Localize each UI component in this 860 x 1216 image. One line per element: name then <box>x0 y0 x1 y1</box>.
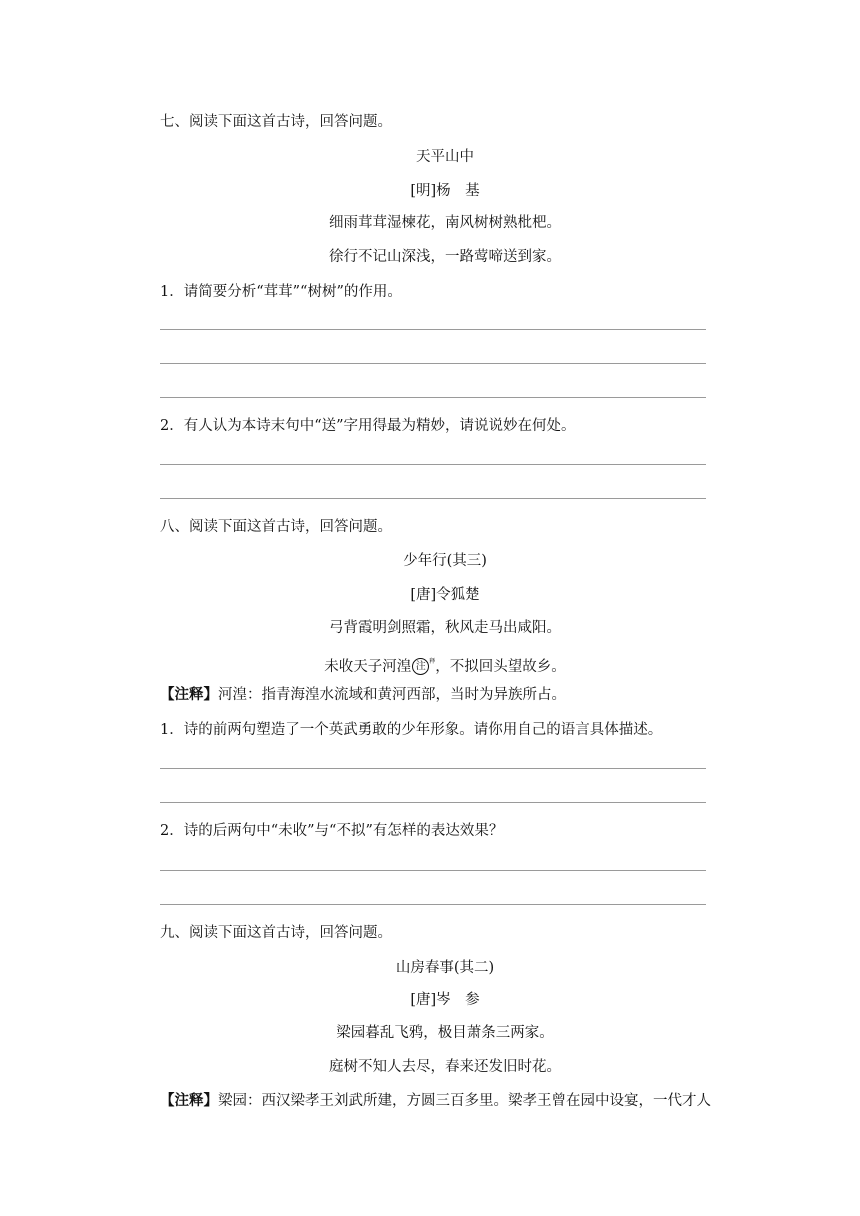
answer-line[interactable] <box>160 464 706 465</box>
question-7-2: 2．有人认为本诗末句中“送”字用得最为精妙，请说说妙在何处。 <box>160 418 576 434</box>
answer-line[interactable] <box>160 768 706 769</box>
annotation-icon: 注 <box>412 658 429 675</box>
poem-8-line-2-end: ，不拟回头望故乡。 <box>435 659 566 675</box>
poem-7-title: 天平山中 <box>416 149 474 165</box>
question-8-2: 2．诗的后两句中“未收”与“不拟”有怎样的表达效果？ <box>160 823 504 839</box>
note-label: 【注释】 <box>160 686 218 703</box>
section-9-heading: 九、阅读下面这首古诗，回答问题。 <box>160 925 392 941</box>
answer-line[interactable] <box>160 363 706 364</box>
poem-8-title: 少年行(其三) <box>403 553 487 569</box>
note-text: 河湟：指青海湟水流域和黄河西部，当时为异族所占。 <box>218 687 566 703</box>
poem-8-line-2-start: 未收天子河湟 <box>324 659 412 675</box>
question-8-1: 1．诗的前两句塑造了一个英武勇敢的少年形象。请你用自己的语言具体描述。 <box>160 722 663 738</box>
poem-9-line-1: 梁园暮乱飞鸦，极目萧条三两家。 <box>336 1025 554 1041</box>
note-label: 【注释】 <box>160 1092 218 1109</box>
poem-8-line-1: 弓背霞明剑照霜，秋风走马出咸阳。 <box>329 620 561 636</box>
poem-8-note <box>160 686 566 704</box>
poem-7-author: [明]杨 基 <box>410 183 480 199</box>
answer-line[interactable] <box>160 498 706 499</box>
poem-7-line-1: 细雨茸茸湿楝花，南风树树熟枇杷。 <box>329 215 561 231</box>
annotation-sub: 释 <box>429 658 436 665</box>
answer-line[interactable] <box>160 870 706 871</box>
poem-9-note <box>160 1092 711 1110</box>
poem-8-author: [唐]令狐楚 <box>410 587 480 603</box>
answer-line[interactable] <box>160 329 706 330</box>
answer-line[interactable] <box>160 904 706 905</box>
question-7-1: 1．请简要分析“茸茸”“树树”的作用。 <box>160 284 402 300</box>
answer-line[interactable] <box>160 802 706 803</box>
poem-8-line-2 <box>0 653 860 676</box>
poem-9-line-2: 庭树不知人去尽，春来还发旧时花。 <box>329 1059 561 1075</box>
poem-7-line-2: 徐行不记山深浅，一路莺啼送到家。 <box>329 249 561 265</box>
poem-9-title: 山房春事(其二) <box>395 960 495 976</box>
section-8-heading: 八、阅读下面这首古诗，回答问题。 <box>160 519 392 535</box>
poem-9-author: [唐]岑 参 <box>410 992 480 1008</box>
answer-line[interactable] <box>160 397 706 398</box>
note-text: 梁园：西汉梁孝王刘武所建，方圆三百多里。梁孝王曾在园中设宴，一代才人 <box>218 1093 711 1109</box>
section-7-heading: 七、阅读下面这首古诗，回答问题。 <box>160 114 392 130</box>
